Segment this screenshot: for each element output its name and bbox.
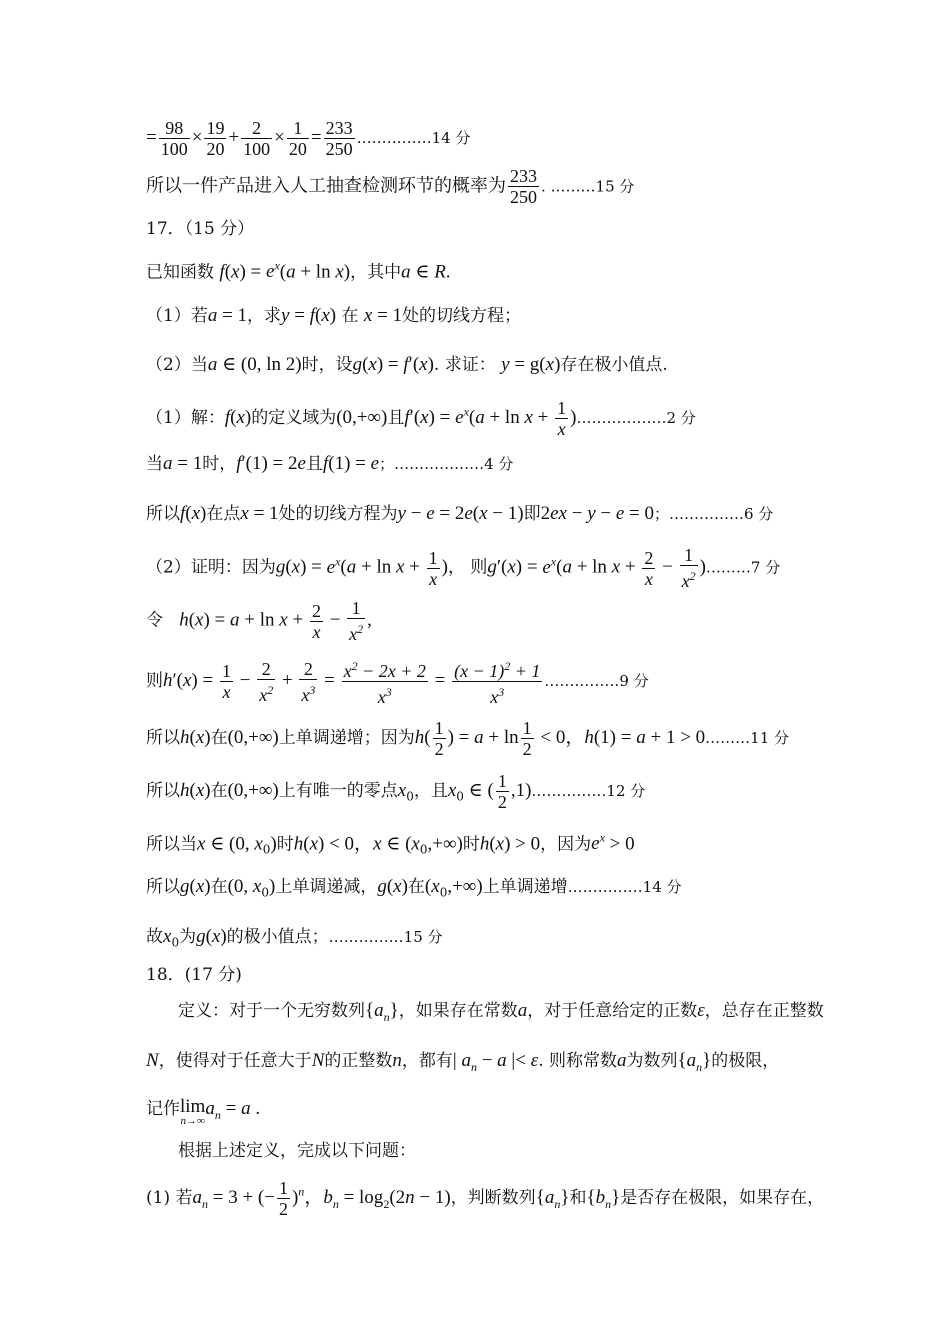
- solution-11: 故$x_0$为g(x)的极小值点；……………15 分: [146, 926, 443, 950]
- solution-7: 所以h(x)在(0,+∞)上单调递增；因为h( $\frac{1}{2}$ ) = a + ln $\frac{1}{2}$ < 0，h(1) = a + 1 > 0………11 分: [146, 718, 790, 759]
- solution-10: 所以g(x)在(0, $x_0$)上单调递减，g(x)在$(x_0,+\infty)$上单调递增……………14 分: [146, 876, 682, 900]
- frac-2-100: $\frac{2}{100}$: [243, 118, 271, 159]
- frac-98-100: $\frac{98}{100}$: [160, 118, 188, 159]
- score-dots: ……………14 分: [356, 129, 471, 147]
- q18-def-1: 定义：对于一个无穷数列$\{a_n\}$，如果存在常数a，对于任意给定的正数ε，总存在正整数: [178, 1000, 824, 1024]
- q17-stem: 已知函数 $f(x) = e^x(a + \ln x)$，其中a ∈ R.: [146, 259, 451, 283]
- q18-def-3: 记作 lim n→∞ $a_n = a$ .: [146, 1096, 261, 1127]
- frac-233-250-result: $\frac{233}{250}$: [510, 166, 537, 207]
- solution-4: （2）证明：因为$g(x) = e^x(a + \ln x$ + $\frac{1}{x}$ )， 则$g'(x) = e^x(a + \ln x$ + $\frac{2}{x}$ − $\frac{1}{x^2}$ )………7 分: [146, 545, 781, 591]
- frac-19-20: $\frac{19}{20}$: [206, 118, 225, 159]
- solution-9: 所以当x ∈ (0, $x_0$)时h(x) < 0，x ∈ $(x_0,+\infty)$时h(x) > 0，因为$e^x > 0$: [146, 831, 635, 857]
- q17-part2: （2）当a ∈ (0, ln 2)时，设g(x) = f′(x). 求证： y = g(x)存在极小值点.: [146, 354, 668, 375]
- solution-3: 所以f(x)在点x = 1处的切线方程为y − e = 2e(x − 1)即2ex − y − e = 0；……………6 分: [146, 503, 774, 524]
- q18-instruction: 根据上述定义，完成以下问题：: [178, 1141, 416, 1161]
- q18-heading: 18．(17 分): [146, 965, 242, 985]
- line-prob-sum: = $\frac{98}{100}$ × $\frac{19}{20}$ + $\frac{2}{100}$ × $\frac{1}{20}$ = $\frac{233}{250}$ ……………14 分: [146, 118, 471, 159]
- frac-233-250: $\frac{233}{250}$: [325, 118, 353, 159]
- q18-def-2: N，使得对于任意大于N的正整数n，都有| $a_n - a$ |< ε. 则称常数a为数列$\{a_n\}$的极限，: [146, 1050, 780, 1074]
- line-prob-conclusion: 所以一件产品进入人工抽查检测环节的概率为 $\frac{233}{250}$ . ………15 分: [146, 166, 635, 207]
- solution-8: 所以h(x)在(0,+∞)上有唯一的零点$x_0$，且$x_0$ ∈ ( $\frac{1}{2}$ ,1)……………12 分: [146, 771, 646, 812]
- q18-part1: (1) 若$a_n = 3$ + (− $\frac{1}{2}$ )$^n$，$b_n = \log_2(2n - 1)$，判断数列$\{a_n\}$和$\{b_n\}$是否存在极限，如果存在，: [146, 1178, 825, 1219]
- solution-2: 当a = 1时，f′(1) = 2e且f(1) = e；………………4 分: [146, 453, 514, 474]
- solution-6: 则h′(x) = $\frac{1}{x}$ − $\frac{2}{x^2}$ + $\frac{2}{x^3}$ = $\frac{x^2 - 2x + 2}{x^3}$ = $\frac{(x - 1)^2 + 1}{x^3}$ ……………9 分: [146, 656, 649, 707]
- solution-1: （1）解：f(x)的定义域为(0,+∞)且$f'(x) = e^x(a + \ln x$ + $\frac{1}{x}$ )………………2 分: [146, 398, 696, 439]
- q17-part1: （1）若a = 1，求y = f(x) 在 x = 1处的切线方程；: [146, 305, 522, 326]
- frac-1-20: $\frac{1}{20}$: [288, 118, 307, 159]
- q17-heading: 17．（15 分）: [146, 219, 255, 239]
- solution-5: 令 h(x) = a + ln x + $\frac{2}{x}$ − $\frac{1}{x^2}$ ,: [146, 598, 372, 644]
